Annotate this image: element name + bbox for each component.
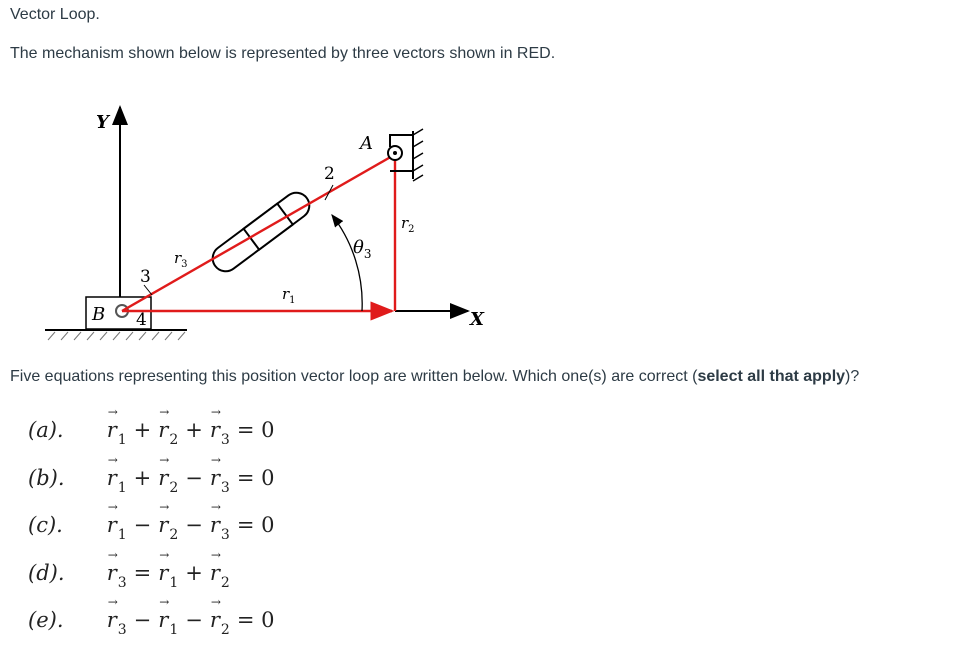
option-label: (d).: [28, 561, 65, 585]
link-2-leader: [325, 185, 333, 200]
r2-label: $r_2$: [401, 214, 415, 235]
r3-label: $r_3$: [174, 249, 188, 270]
mechanism-figure: [40, 95, 510, 345]
option-label: (a).: [28, 418, 64, 442]
theta3-label: $\theta_3$: [353, 237, 372, 261]
x-axis-label: X: [470, 309, 484, 330]
option-b[interactable]: (b). → $r_1 +\to r_2 -\to r_3 = 0$: [28, 466, 281, 494]
vector-r3-line: [122, 155, 394, 311]
option-label: (b).: [28, 466, 65, 490]
intro-text: The mechanism shown below is represented by three vectors shown in RED.: [10, 45, 556, 62]
option-label: (c).: [28, 513, 63, 537]
link-3-label: 3: [140, 267, 151, 287]
y-axis-label: Y: [96, 112, 109, 133]
support-a-hatch: [413, 129, 423, 181]
ground-hatch: [48, 332, 185, 340]
option-c[interactable]: (c). → $r_1 -\to r_2 -\to r_3 = 0$: [28, 513, 281, 541]
point-a-label: A: [360, 133, 373, 154]
pin-a-center: [393, 151, 397, 155]
theta3-arc: [332, 215, 362, 311]
link-2-label: 2: [324, 164, 335, 184]
option-e[interactable]: (e). → $r_3 -\to r_1 -\to r_2 = 0$: [28, 608, 281, 636]
question-emphasis: select all that apply: [697, 368, 846, 385]
title: Vector Loop.: [10, 6, 100, 23]
option-a[interactable]: (a). → $r_1 +\to r_2 +\to r_3 = 0$: [28, 418, 281, 446]
point-b-label: B: [92, 304, 106, 325]
link-4-label: 4: [136, 310, 147, 330]
r1-label: $r_1$: [282, 285, 296, 306]
question-text: Five equations representing this position vector loop are written below. Which one(s) are correct (select all that apply)?: [10, 368, 860, 385]
option-d[interactable]: (d). → $r_3 =\to r_1 +\to r_2$: [28, 561, 230, 589]
option-label: (e).: [28, 608, 64, 632]
